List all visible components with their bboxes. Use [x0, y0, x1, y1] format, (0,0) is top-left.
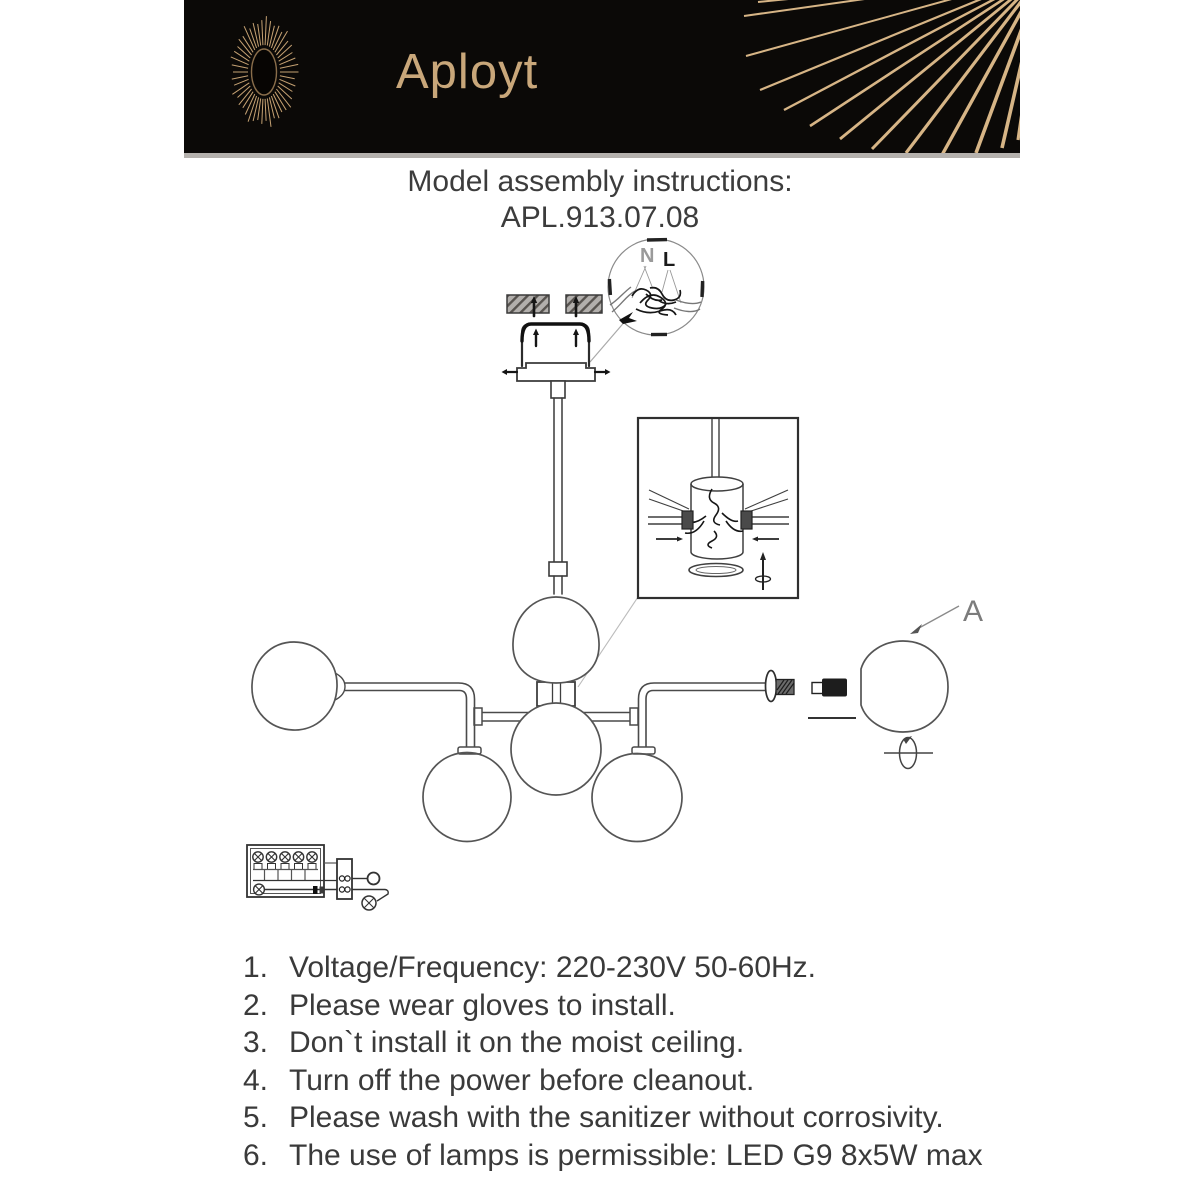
- leader-to-wire-detail: [590, 319, 627, 362]
- arrow-a-icon: [910, 624, 922, 634]
- left-arm-tube: [343, 683, 475, 747]
- chandelier-drawing: [252, 595, 983, 842]
- left-globe: [252, 642, 337, 730]
- wire-eyelet: [368, 873, 380, 885]
- g9-bulb-icon: [812, 679, 847, 697]
- item-number: 1.: [243, 951, 269, 984]
- mounting-plate: [517, 363, 595, 381]
- item-text: Turn off the power before cleanout.: [289, 1063, 755, 1097]
- list-item: [243, 987, 1033, 1025]
- page-title: Model assembly instructions:: [407, 165, 793, 198]
- item-number: 5.: [243, 1101, 269, 1135]
- front-left-globe: [423, 753, 511, 842]
- center-globe: [511, 703, 601, 795]
- detail-a-label: A: [963, 595, 984, 628]
- brand-name: Aployt: [396, 45, 539, 99]
- model-number: APL.913.07.08: [500, 201, 700, 234]
- item-number: 6.: [243, 1138, 269, 1172]
- instruction-list: [243, 949, 1033, 1175]
- list-item: [243, 1137, 1033, 1175]
- right-arm-tube: [639, 683, 767, 747]
- canopy-cup: [522, 324, 589, 366]
- list-item: [243, 1099, 1033, 1137]
- front-right-globe: [592, 754, 682, 842]
- terminal-block-diagram: [247, 845, 388, 910]
- top-globe: [513, 597, 599, 683]
- detached-globe: [861, 641, 948, 732]
- item-text: Don`t install it on the moist ceiling.: [289, 1026, 745, 1060]
- wiring-detail-circle: [608, 239, 704, 335]
- item-number: 2.: [243, 988, 269, 1022]
- item-text: Please wash with the sanitizer without corrosivity.: [289, 1101, 944, 1135]
- list-item: [243, 1062, 1033, 1100]
- item-text: Please wear gloves to install.: [289, 988, 676, 1022]
- hub-detail-box: [638, 418, 798, 598]
- ceiling-mount-drawing: [502, 295, 611, 594]
- item-number: 3.: [243, 1026, 269, 1060]
- rod-coupler: [549, 562, 567, 576]
- item-text: The use of lamps is permissible: LED G9 8x5W max: [289, 1138, 983, 1172]
- item-number: 4.: [243, 1063, 269, 1097]
- list-item: [243, 949, 1033, 987]
- ground-screw: [254, 884, 265, 895]
- item-text: Voltage/Frequency: 220-230V 50-60Hz.: [289, 951, 817, 984]
- neutral-wire-label: N: [640, 245, 655, 267]
- earth-screw: [362, 896, 376, 910]
- globe-rotate-icon: [884, 736, 933, 769]
- list-item: [243, 1024, 1033, 1062]
- lamp-socket: [766, 671, 795, 702]
- live-wire-label: L: [663, 249, 676, 271]
